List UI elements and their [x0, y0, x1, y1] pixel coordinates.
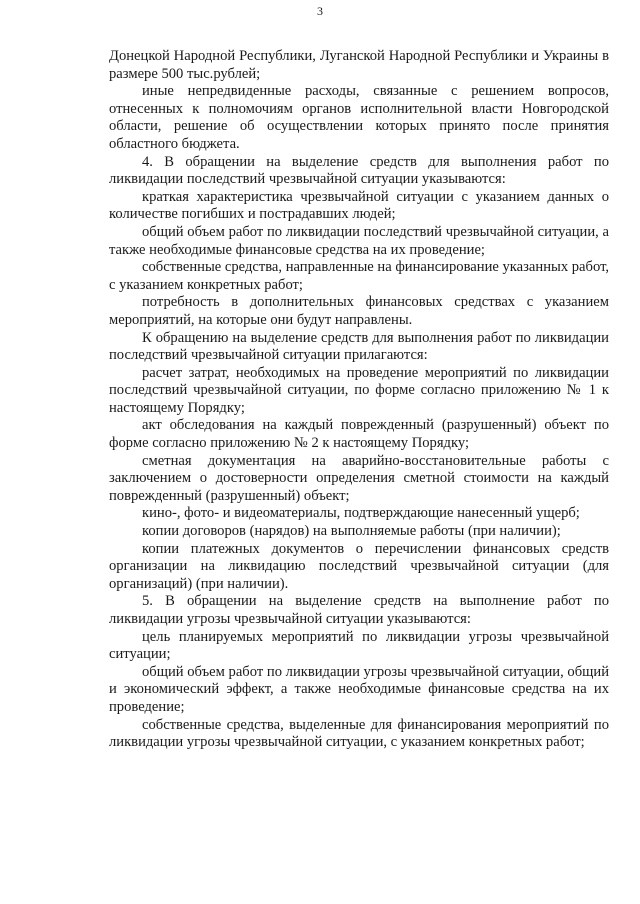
page-number: 3 — [317, 4, 323, 18]
paragraph: сметная документация на аварийно-восстановительные работы с заключением о достоверности определения сметной стоимости на каждый поврежденный (разрушенный) объект; — [109, 452, 609, 504]
paragraph: потребность в дополнительных финансовых средствах с указанием мероприятий, на которые они будут направлены. — [109, 294, 609, 328]
paragraph: общий объем работ по ликвидации последствий чрезвычайной ситуации, а также необходимые финансовые средства на их проведение; — [109, 223, 609, 258]
paragraph: расчет затрат, необходимых на проведение мероприятий по ликвидации последствий чрезвычайной ситуации, по форме согласно приложению № 1 к настоящему Порядку; — [109, 364, 609, 416]
document-body — [109, 48, 609, 752]
paragraph: акт обследования на каждый поврежденный (разрушенный) объект по форме согласно приложению № 2 к настоящему Порядку; — [109, 417, 609, 452]
paragraph: цель планируемых мероприятий по ликвидации угрозы чрезвычайной ситуации; — [109, 628, 609, 663]
paragraph: копии платежных документов о перечислении финансовых средств организации на ликвидацию последствий чрезвычайной ситуации (для организаций) (при наличии). — [109, 540, 609, 592]
paragraph: общий объем работ по ликвидации угрозы чрезвычайной ситуации, общий и экономический эффект, а также необходимые финансовые средства на их проведение; — [109, 663, 609, 715]
paragraph: иные непредвиденные расходы, связанные с решением вопросов, отнесенных к полномочиям органов исполнительной власти Новгородской области, решение об осуществлении которых принято после принятия областного бюджета. — [109, 83, 609, 152]
paragraph: краткая характеристика чрезвычайной ситуации с указанием данных о количестве погибших и пострадавших людей; — [109, 188, 609, 223]
paragraph: К обращению на выделение средств для выполнения работ по ликвидации последствий чрезвычайной ситуации прилагаются: — [109, 329, 609, 364]
paragraph: собственные средства, выделенные для финансирования мероприятий по ликвидации угрозы чрезвычайной ситуации, с указанием конкретных работ; — [109, 716, 609, 751]
paragraph: 5. В обращении на выделение средств на выполнение работ по ликвидации угрозы чрезвычайной ситуации указываются: — [109, 593, 609, 627]
paragraph: собственные средства, направленные на финансирование указанных работ, с указанием конкретных работ; — [109, 259, 609, 293]
paragraph: кино-, фото- и видеоматериалы, подтверждающие нанесенный ущерб; — [142, 505, 580, 522]
paragraph: копии договоров (нарядов) на выполняемые работы (при наличии); — [142, 523, 561, 540]
paragraph: 4. В обращении на выделение средств для выполнения работ по ликвидации последствий чрезвычайной ситуации указываются: — [109, 153, 609, 188]
paragraph: Донецкой Народной Республики, Луганской Народной Республики и Украины в размере 500 тыс.рублей; — [109, 48, 609, 82]
